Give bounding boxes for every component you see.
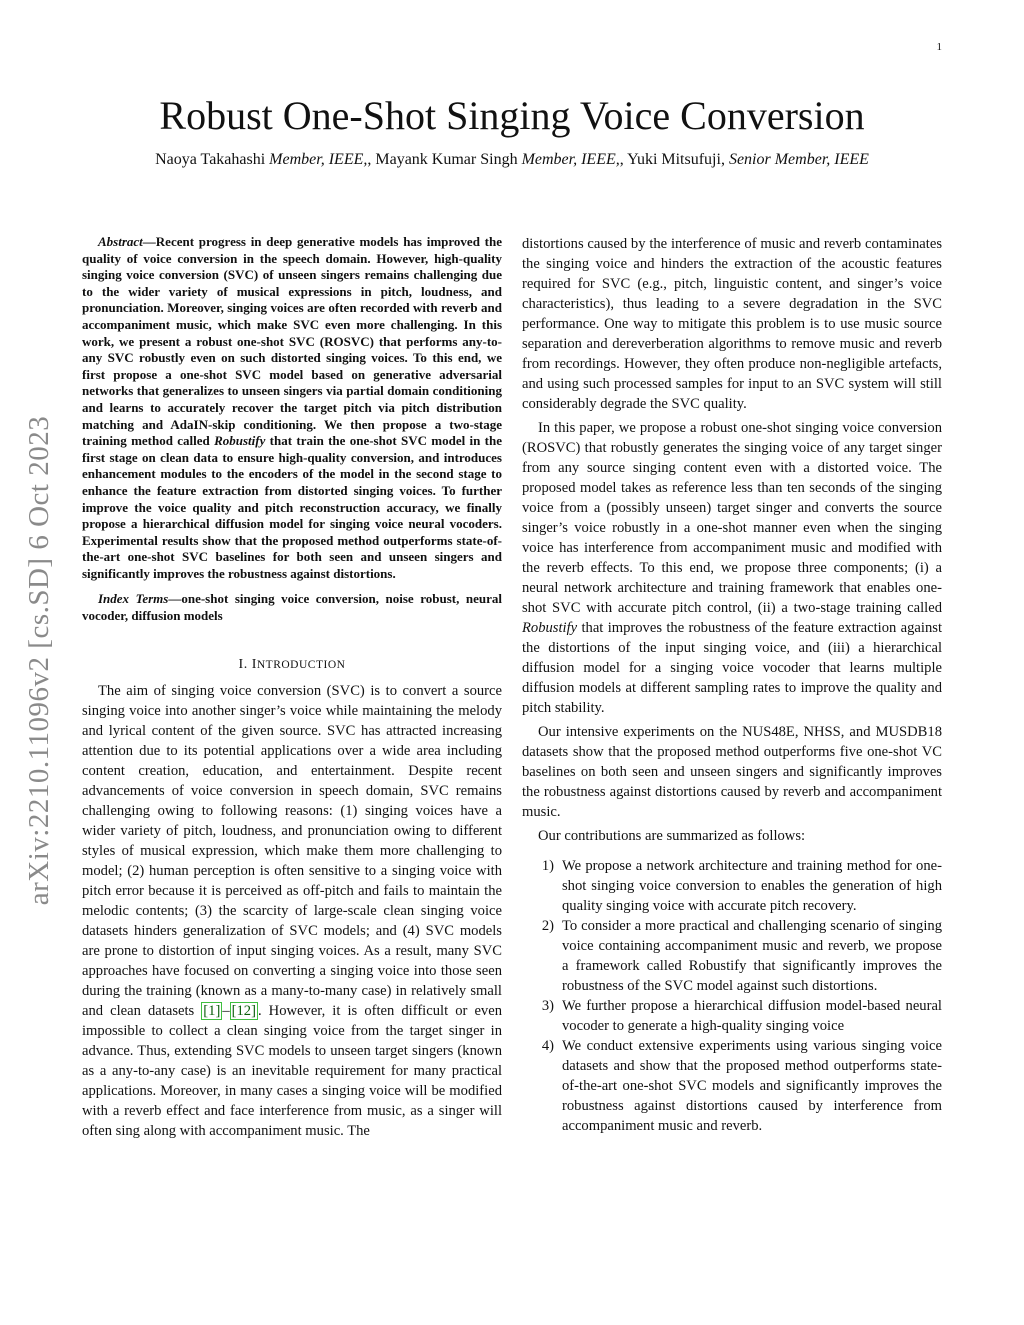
author-affiliation: Senior Member, IEEE	[728, 151, 869, 168]
author-name: Yuki Mitsufuji,	[627, 151, 725, 168]
paper-title: Robust One-Shot Singing Voice Conversion	[159, 93, 865, 138]
intro-p2-text: In this paper, we propose a robust one-shot singing voice conversion (ROSVC) that robustly generates the singing voice of any target singer from any source singing content even with a distorted voice. The proposed model takes as reference less than ten seconds of the singing voice from a (possibly unseen) target singer and converts the source singer’s voice robustly in a one-shot manner even when the singing voice has interference from accompaniment music and modified with the reverb effects. To this end, we propose three components; (i) a neural network architecture and training framework that enables one-shot SVC with accurate pitch control, (ii) a two-stage training called	[522, 420, 942, 616]
citation-range-dash: –	[222, 1002, 230, 1019]
abstract-label: Abstract	[98, 234, 143, 249]
intro-paragraph-1-continued: distortions caused by the interference of music and reverb contaminates the singing voice and hinders the extraction of the acoustic features required for SVC (e.g., pitch, linguistic content, and singer’s voice characteristics), thus leading to a severe degradation in the SVC performance. One way to mitigate this problem is to use music source separation and dereverberation algorithms to remove music and reverb from recordings. However, they often produce non-negligible artefacts, and using such processed samples for input to an SVC system will still considerably degrade the SVC quality.	[522, 236, 942, 412]
abstract	[82, 234, 502, 582]
citation-link[interactable]: [12]	[231, 1002, 256, 1019]
list-item-number: 1)	[541, 858, 554, 874]
intro-p1-text: The aim of singing voice conversion (SVC) is to convert a source singing voice into another singer’s voice while maintaining the melody and lyrical content of the given source. SVC has attracted increasing attention due to its potential applications over a wide area including content creation, education, and entertainment. Despite recent advancements of voice conversion in speech domain, SVC remains challenging owing to following reasons: (1) singing voices have a wider variety of pitch, loudness, and pronunciation owing to different styles of musical expression, which make them more challenging to model; (2) human perception is often sensitive to a singing voice with pitch error because it is perceived as off-pitch and fails to maintain the melodic contents; (3) the scarcity of large-scale clean singing voice datasets hinders generalization of SVC models; and (4) SVC models are prone to distortion of input singing voices. As a result, many SVC approaches have focused on converting a singing voice into those seen during the training (known as a many-to-many case) in relatively small and clean datasets	[82, 682, 502, 1019]
list-item	[522, 916, 942, 996]
left-column	[82, 234, 502, 1145]
intro-p1-text-continued: . However, it is often difficult or even impossible to collect a clean singing voice from the target singer in advance. Thus, extending SVC models to unseen target singers (known as a any-to-any case) is an inevitable requirement for many practical applications. Moreover, in many cases a singing voice will be modified with a reverb effect and face interference from music, as a singer will often sing along with accompaniment music. The	[82, 1002, 502, 1139]
list-item-number: 3)	[541, 998, 554, 1014]
index-terms	[82, 591, 502, 624]
intro-paragraph-1	[82, 681, 502, 1141]
list-item-text: We conduct extensive experiments using various singing voice datasets and show that the proposed method outperforms state-of-the-art one-shot SVC models and significantly improves the robustness against distortions caused by interference from accompaniment music and reverb.	[562, 1038, 942, 1134]
page-number: 1	[936, 41, 942, 53]
arxiv-stamp	[22, 370, 58, 950]
right-column	[522, 234, 942, 1136]
list-item	[522, 996, 942, 1036]
list-item-number: 2)	[541, 918, 554, 934]
citation-link[interactable]: [1]	[203, 1002, 221, 1019]
list-item-text: To consider a more practical and challenging scenario of singing voice containing accompaniment music and reverb, we propose a framework called Robustify that significantly improves the robustness of the SVC model against such distortions.	[562, 918, 942, 994]
author-affiliation: Member, IEEE,	[521, 151, 620, 168]
list-item	[522, 1036, 942, 1136]
author-name: Naoya Takahashi	[155, 151, 266, 168]
section-title: NTRODUCTION	[256, 658, 346, 671]
intro-paragraph-3: Our intensive experiments on the NUS48E, NHSS, and MUSDB18 datasets show that the proposed method outperforms five one-shot VC baselines on both seen and unseen singers and significantly improves the robustness against distortions caused by reverb and accompaniment music.	[522, 724, 942, 820]
abstract-text: —Recent progress in deep generative models has improved the quality of voice conversion in the speech domain. However, high-quality singing voice conversion (SVC) of unseen singers remains challenging due to the wider variety of musical expressions in pitch, loudness, and pronunciation. Moreover, singing voices are often recorded with reverb and accompaniment music, which make SVC even more challenging. In this work, we present a robust one-shot SVC (ROSVC) that performs any-to-any SVC robustly even on such distorted singing voices. To this end, we first propose a one-shot SVC model based on generative adversarial networks that generalizes to unseen singers via partial domain conditioning and learns to accurately recover the target pitch via pitch distribution matching and AdaIN-skip conditioning. We then propose a two-stage training method called	[82, 234, 502, 449]
list-item-text: We further propose a hierarchical diffusion model-based neural vocoder to generate a high-quality singing voice	[562, 998, 942, 1034]
list-item-number: 4)	[541, 1038, 554, 1054]
arxiv-id: arXiv:2210.11096v2 [cs.SD] 6 Oct 2023	[23, 415, 56, 905]
section-heading-introduction	[82, 655, 502, 675]
author-affiliation: Member, IEEE,	[269, 151, 368, 168]
intro-robustify: Robustify	[522, 620, 578, 636]
author-line: Naoya Takahashi Member, IEEE,, Mayank Kumar Singh Member, IEEE,, Yuki Mitsufuji, Senior Member, IEEE	[155, 151, 869, 168]
index-terms-text: —one-shot singing voice conversion, noise robust, neural vocoder, diffusion models	[82, 591, 502, 624]
author-name: Mayank Kumar Singh	[375, 151, 518, 168]
section-numeral: I. I	[238, 656, 257, 672]
list-item-text: We propose a network architecture and training method for one-shot singing voice conversion to enables the generation of high quality singing voice with accurate pitch recovery.	[562, 858, 942, 914]
intro-p2-text-continued: that improves the robustness of the feature extraction against the distortions of the input singing voice, and (iii) a hierarchical diffusion model for a singing voice vocoder that learns multiple diffusion models at different sampling rates to improve the quality and pitch stability.	[522, 620, 942, 716]
list-item	[522, 856, 942, 916]
index-terms-label: Index Terms	[98, 591, 169, 607]
intro-paragraph-4: Our contributions are summarized as follows:	[538, 828, 806, 844]
intro-paragraph-2	[522, 418, 942, 718]
abstract-robustify: Robustify	[214, 433, 266, 449]
contributions-list	[522, 856, 942, 1136]
abstract-text-continued: that train the one-shot SVC model in the first stage on clean data to ensure high-quality conversion, and introduces enhancement modules to the encoders of the model in the second stage to enhance the feature extraction from distorted singing voices. To further improve the voice quality and pitch reconstruction accuracy, we finally propose a hierarchical diffusion model for singing voice neural vocoders. Experimental results show that the proposed method outperforms state-of-the-art one-shot SVC baselines for both seen and unseen singers and significantly improves the robustness against distortions.	[82, 433, 502, 581]
